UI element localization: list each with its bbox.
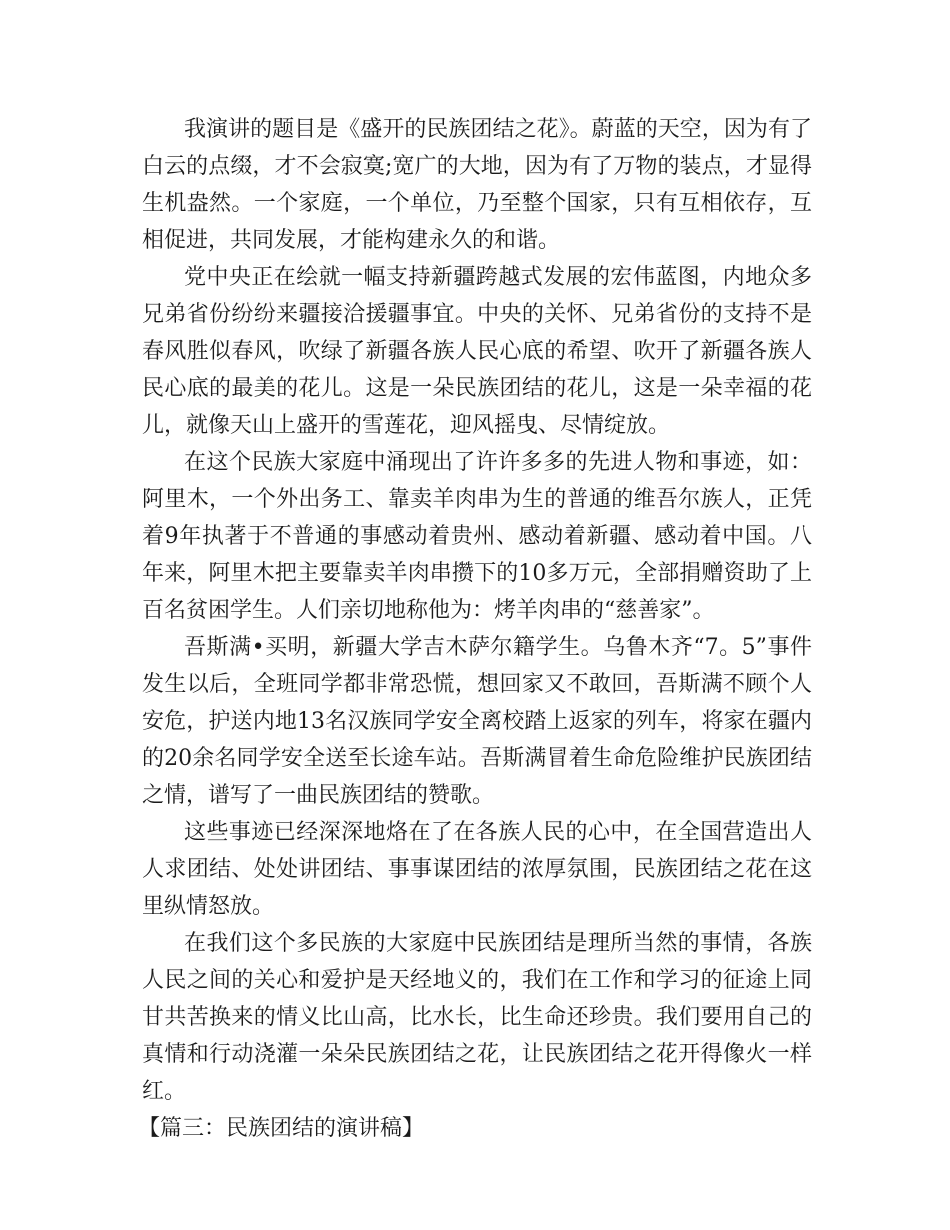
paragraph-conclusion: 在我们这个多民族的大家庭中民族团结是理所当然的事情，各族人民之间的关心和爱护是天经地义的，我们在工作和学习的征途上同甘共苦换来的情义比山高，比水长，比生命还珍贵。我们要用自己的真情和行动浇灌一朵朵民族团结之花，让民族团结之花开得像火一样红。 bbox=[142, 931, 812, 1104]
paragraph-wusiman: 吾斯满•买明，新疆大学吉木萨尔籍学生。乌鲁木齐“7。5”事件发生以后，全班同学都非常恐慌，想回家又不敢回，吾斯满不顾个人安危，护送内地13名汉族同学安全离校踏上返家的列车，将家在疆内的20余名同学安全送至长途车站。吾斯满冒着生命危险维护民族团结之情，谱写了一曲民族团结的赞歌。 bbox=[142, 635, 812, 808]
paragraph-alimu: 在这个民族大家庭中涌现出了许许多多的先进人物和事迹，如：阿里木，一个外出务工、靠卖羊肉串为生的普通的维吾尔族人，正凭着9年执著于不普通的事感动着贵州、感动着新疆、感动着中国。八年来，阿里木把主要靠卖羊肉串攒下的10多万元，全部捐赠资助了上百名贫困学生。人们亲切地称他为：烤羊肉串的“慈善家”。 bbox=[142, 450, 812, 623]
paragraph-deeds: 这些事迹已经深深地烙在了在各族人民的心中，在全国营造出人人求团结、处处讲团结、事事谋团结的浓厚氛围，民族团结之花在这里纵情怒放。 bbox=[142, 820, 812, 919]
paragraph-central-support: 党中央正在绘就一幅支持新疆跨越式发展的宏伟蓝图，内地众多兄弟省份纷纷来疆接洽援疆事宜。中央的关怀、兄弟省份的支持不是春风胜似春风，吹绿了新疆各族人民心底的希望、吹开了新疆各族人民心底的最美的花儿。这是一朵民族团结的花儿，这是一朵幸福的花儿，就像天山上盛开的雪莲花，迎风摇曳、尽情绽放。 bbox=[142, 265, 812, 438]
section-heading: 【篇三：民族团结的演讲稿】 bbox=[138, 1116, 425, 1141]
document-body bbox=[138, 111, 812, 1147]
paragraph-intro: 我演讲的题目是《盛开的民族团结之花》。蔚蓝的天空，因为有了白云的点缀，才不会寂寞;宽广的大地，因为有了万物的装点，才显得生机盎然。一个家庭，一个单位，乃至整个国家，只有互相依存，互相促进，共同发展，才能构建永久的和谐。 bbox=[142, 117, 812, 253]
